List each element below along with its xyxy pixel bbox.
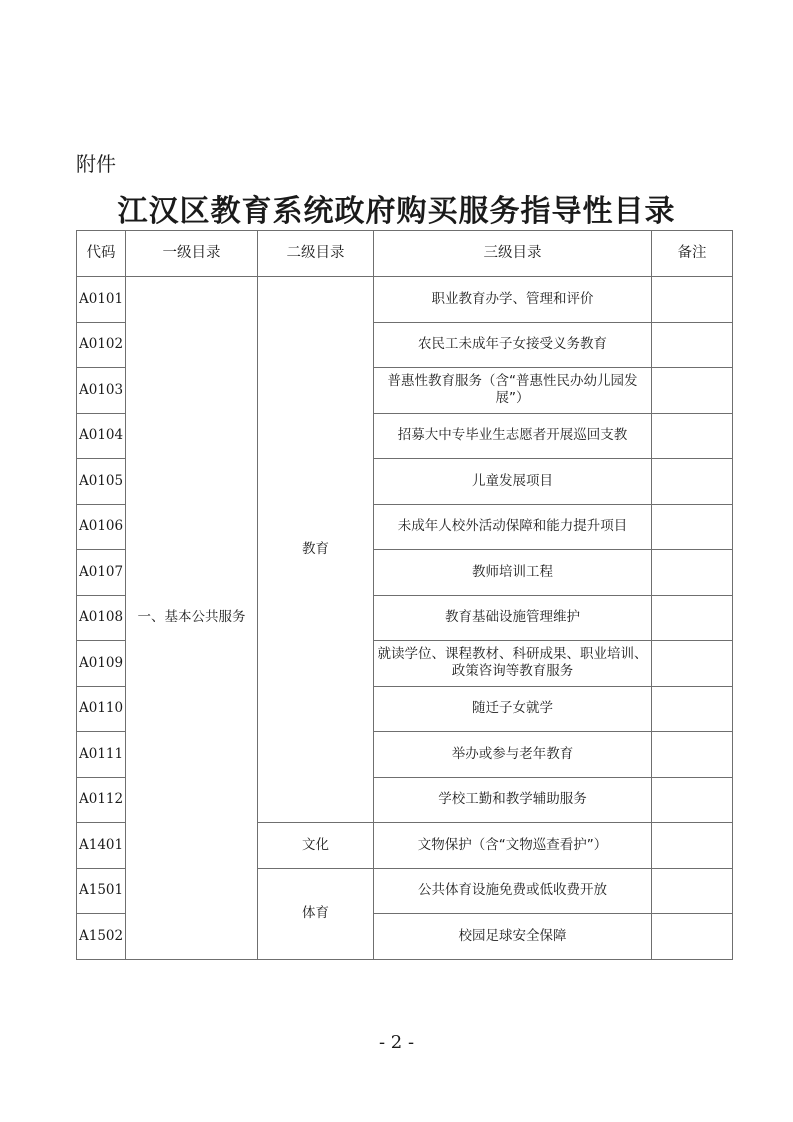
catalog-table	[76, 230, 733, 960]
code-cell: A0105	[77, 459, 126, 505]
remarks-cell	[652, 777, 733, 823]
level3-cell: 教育基础设施管理维护	[374, 595, 652, 641]
table-row	[77, 277, 733, 323]
level3-cell: 职业教育办学、管理和评价	[374, 277, 652, 323]
code-cell: A0110	[77, 686, 126, 732]
level3-cell: 普惠性教育服务（含“普惠性民办幼儿园发展”）	[374, 368, 652, 414]
code-cell: A0102	[77, 322, 126, 368]
header-level2: 二级目录	[258, 231, 374, 277]
code-cell: A0109	[77, 641, 126, 687]
remarks-cell	[652, 868, 733, 914]
code-cell: A0104	[77, 413, 126, 459]
code-cell: A1401	[77, 823, 126, 869]
remarks-cell	[652, 459, 733, 505]
code-cell: A0107	[77, 550, 126, 596]
code-cell: A0108	[77, 595, 126, 641]
attachment-label: 附件	[76, 152, 116, 176]
code-cell: A1502	[77, 914, 126, 960]
code-cell: A0112	[77, 777, 126, 823]
code-cell: A0111	[77, 732, 126, 778]
remarks-cell	[652, 504, 733, 550]
code-cell: A1501	[77, 868, 126, 914]
remarks-cell	[652, 823, 733, 869]
code-cell: A0101	[77, 277, 126, 323]
level3-cell: 儿童发展项目	[374, 459, 652, 505]
header-remarks: 备注	[652, 231, 733, 277]
remarks-cell	[652, 641, 733, 687]
code-cell: A0106	[77, 504, 126, 550]
level3-cell: 招募大中专毕业生志愿者开展巡回支教	[374, 413, 652, 459]
level3-cell: 教师培训工程	[374, 550, 652, 596]
level3-cell: 校园足球安全保障	[374, 914, 652, 960]
header-level3: 三级目录	[374, 231, 652, 277]
level3-cell: 农民工未成年子女接受义务教育	[374, 322, 652, 368]
document-title: 江汉区教育系统政府购买服务指导性目录	[117, 194, 676, 229]
level3-cell: 学校工勤和教学辅助服务	[374, 777, 652, 823]
remarks-cell	[652, 322, 733, 368]
level2-cell: 文化	[258, 823, 374, 869]
remarks-cell	[652, 277, 733, 323]
page-number: - 2 -	[378, 1032, 415, 1053]
remarks-cell	[652, 686, 733, 732]
level3-cell: 就读学位、课程教材、科研成果、职业培训、政策咨询等教育服务	[374, 641, 652, 687]
remarks-cell	[652, 550, 733, 596]
header-level1: 一级目录	[126, 231, 258, 277]
table-header-row	[77, 231, 733, 277]
level3-cell: 举办或参与老年教育	[374, 732, 652, 778]
code-cell: A0103	[77, 368, 126, 414]
level3-cell: 随迁子女就学	[374, 686, 652, 732]
remarks-cell	[652, 732, 733, 778]
remarks-cell	[652, 368, 733, 414]
level2-cell: 体育	[258, 868, 374, 959]
remarks-cell	[652, 914, 733, 960]
remarks-cell	[652, 413, 733, 459]
level3-cell: 公共体育设施免费或低收费开放	[374, 868, 652, 914]
level3-cell: 文物保护（含“文物巡查看护”）	[374, 823, 652, 869]
remarks-cell	[652, 595, 733, 641]
level1-cell: 一、基本公共服务	[126, 277, 258, 960]
level2-cell: 教育	[258, 277, 374, 823]
level3-cell: 未成年人校外活动保障和能力提升项目	[374, 504, 652, 550]
header-code: 代码	[77, 231, 126, 277]
